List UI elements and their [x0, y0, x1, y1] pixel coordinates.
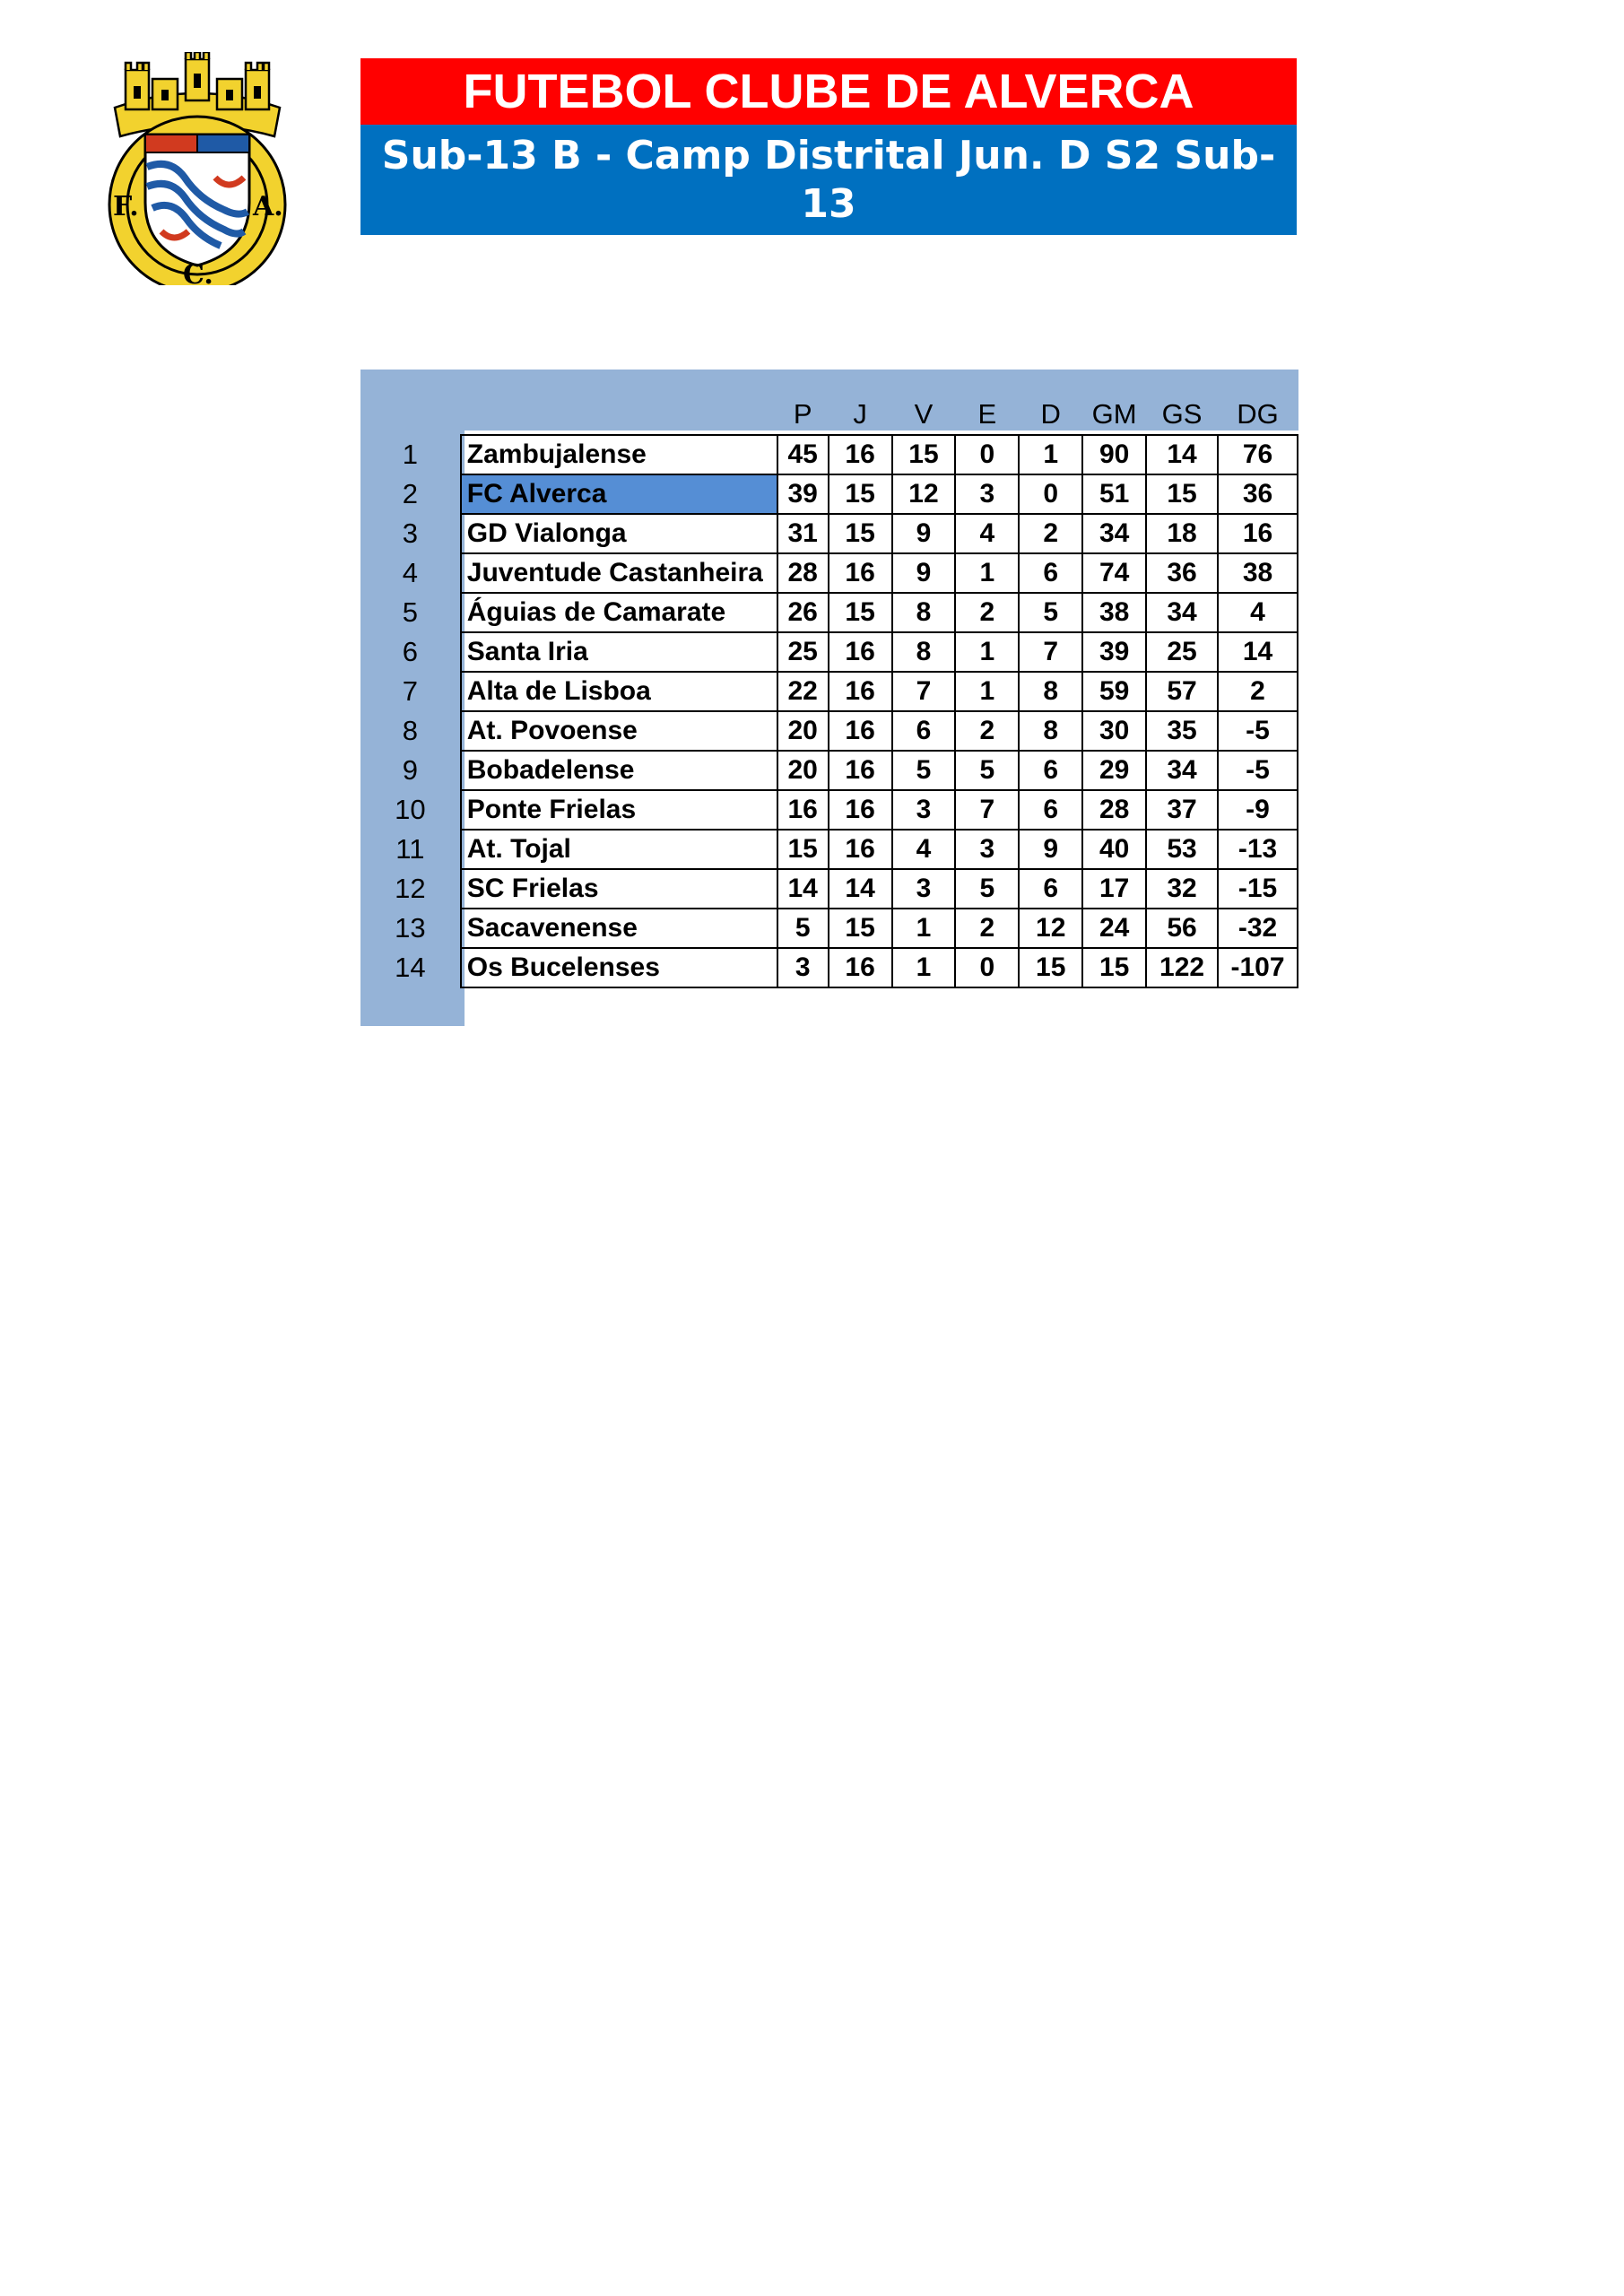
stat-cell-gm: 30	[1082, 711, 1146, 751]
stat-cell-d: 8	[1019, 711, 1082, 751]
stat-cell-j: 15	[829, 593, 892, 632]
table-row	[360, 711, 1298, 751]
rank-cell: 14	[395, 952, 426, 983]
stat-cell-gs: 37	[1146, 790, 1218, 830]
stat-cell-v: 6	[892, 711, 956, 751]
stat-cell-dg: -15	[1218, 869, 1298, 909]
stat-cell-e: 2	[955, 909, 1019, 948]
team-name-cell: Alta de Lisboa	[461, 672, 777, 711]
rank-cell: 8	[402, 715, 418, 746]
team-name-cell: GD Vialonga	[461, 514, 777, 553]
stat-cell-d: 6	[1019, 751, 1082, 790]
column-header: DG	[1237, 398, 1279, 430]
team-name-cell: Juventude Castanheira	[461, 553, 777, 593]
stat-cell-j: 15	[829, 474, 892, 514]
stat-cell-gm: 34	[1082, 514, 1146, 553]
stat-cell-p: 15	[777, 830, 829, 869]
stat-cell-gs: 34	[1146, 751, 1218, 790]
stat-cell-gs: 25	[1146, 632, 1218, 672]
stat-cell-gm: 17	[1082, 869, 1146, 909]
table-row	[360, 790, 1298, 830]
rank-cell: 9	[402, 754, 418, 786]
stat-cell-v: 1	[892, 909, 956, 948]
stat-cell-dg: -5	[1218, 751, 1298, 790]
stat-cell-gs: 35	[1146, 711, 1218, 751]
stat-cell-d: 7	[1019, 632, 1082, 672]
stat-cell-d: 6	[1019, 790, 1082, 830]
table-row	[360, 672, 1298, 711]
stat-cell-gs: 34	[1146, 593, 1218, 632]
team-name-cell: At. Tojal	[461, 830, 777, 869]
stat-cell-dg: -13	[1218, 830, 1298, 869]
stat-cell-gs: 32	[1146, 869, 1218, 909]
stat-cell-v: 15	[892, 435, 956, 474]
column-header-row	[360, 370, 1298, 435]
stat-cell-gm: 51	[1082, 474, 1146, 514]
stat-cell-d: 1	[1019, 435, 1082, 474]
svg-text:F.: F.	[113, 191, 139, 222]
stat-cell-v: 12	[892, 474, 956, 514]
stat-cell-dg: 36	[1218, 474, 1298, 514]
table-row	[360, 514, 1298, 553]
stat-cell-d: 6	[1019, 553, 1082, 593]
stat-cell-gm: 90	[1082, 435, 1146, 474]
svg-text:C.: C.	[183, 259, 213, 285]
stat-cell-dg: 2	[1218, 672, 1298, 711]
stat-cell-dg: -9	[1218, 790, 1298, 830]
stat-cell-gs: 14	[1146, 435, 1218, 474]
team-name-cell: SC Frielas	[461, 869, 777, 909]
stat-cell-v: 9	[892, 514, 956, 553]
stat-cell-v: 4	[892, 830, 956, 869]
stat-cell-d: 15	[1019, 948, 1082, 987]
table-row	[360, 948, 1298, 987]
stat-cell-gm: 40	[1082, 830, 1146, 869]
stat-cell-gm: 39	[1082, 632, 1146, 672]
rank-cell: 1	[402, 439, 418, 470]
table-row	[360, 593, 1298, 632]
stat-cell-j: 14	[829, 869, 892, 909]
column-header: J	[853, 398, 867, 430]
svg-text:A.: A.	[253, 191, 283, 222]
table-row	[360, 869, 1298, 909]
table-row	[360, 909, 1298, 948]
stat-cell-gm: 29	[1082, 751, 1146, 790]
stat-cell-v: 8	[892, 593, 956, 632]
stat-cell-d: 9	[1019, 830, 1082, 869]
stat-cell-j: 16	[829, 711, 892, 751]
stat-cell-gm: 59	[1082, 672, 1146, 711]
table-row	[360, 751, 1298, 790]
rank-cell: 3	[402, 517, 418, 549]
stat-cell-d: 0	[1019, 474, 1082, 514]
stat-cell-gm: 74	[1082, 553, 1146, 593]
stat-cell-d: 6	[1019, 869, 1082, 909]
stat-cell-v: 9	[892, 553, 956, 593]
stat-cell-dg: 76	[1218, 435, 1298, 474]
stat-cell-d: 12	[1019, 909, 1082, 948]
table-row	[360, 553, 1298, 593]
stat-cell-p: 28	[777, 553, 829, 593]
stat-cell-e: 7	[955, 790, 1019, 830]
stat-cell-e: 1	[955, 553, 1019, 593]
stat-cell-j: 16	[829, 751, 892, 790]
stat-cell-gs: 18	[1146, 514, 1218, 553]
stat-cell-j: 16	[829, 435, 892, 474]
stat-cell-gs: 36	[1146, 553, 1218, 593]
table-row	[360, 474, 1298, 514]
stat-cell-p: 5	[777, 909, 829, 948]
stat-cell-j: 16	[829, 553, 892, 593]
stat-cell-e: 2	[955, 711, 1019, 751]
rank-cell: 7	[402, 675, 418, 707]
stat-cell-v: 3	[892, 869, 956, 909]
stat-cell-dg: -5	[1218, 711, 1298, 751]
team-column-header	[461, 370, 777, 435]
stat-cell-e: 5	[955, 751, 1019, 790]
stat-cell-dg: -32	[1218, 909, 1298, 948]
standings-grid	[360, 370, 1298, 988]
stat-cell-j: 16	[829, 790, 892, 830]
team-name-cell: Bobadelense	[461, 751, 777, 790]
stat-cell-p: 31	[777, 514, 829, 553]
team-name-cell: FC Alverca	[461, 474, 777, 514]
stat-cell-v: 5	[892, 751, 956, 790]
stat-cell-gs: 57	[1146, 672, 1218, 711]
team-name-cell: Sacavenense	[461, 909, 777, 948]
stat-cell-p: 16	[777, 790, 829, 830]
stat-cell-dg: 14	[1218, 632, 1298, 672]
rank-cell: 13	[395, 912, 426, 944]
stat-cell-e: 4	[955, 514, 1019, 553]
stat-cell-e: 0	[955, 435, 1019, 474]
stat-cell-p: 22	[777, 672, 829, 711]
stat-cell-e: 1	[955, 672, 1019, 711]
stat-cell-p: 39	[777, 474, 829, 514]
table-row	[360, 830, 1298, 869]
stat-cell-e: 5	[955, 869, 1019, 909]
stat-cell-p: 3	[777, 948, 829, 987]
stat-cell-gs: 56	[1146, 909, 1218, 948]
stat-cell-dg: 16	[1218, 514, 1298, 553]
rank-cell: 4	[402, 557, 418, 588]
stat-cell-e: 3	[955, 830, 1019, 869]
stat-cell-v: 3	[892, 790, 956, 830]
stat-cell-p: 14	[777, 869, 829, 909]
stat-cell-p: 20	[777, 711, 829, 751]
column-header: GM	[1091, 398, 1137, 430]
rank-cell: 2	[402, 478, 418, 509]
stat-cell-dg: -107	[1218, 948, 1298, 987]
stat-cell-j: 16	[829, 948, 892, 987]
stat-cell-d: 8	[1019, 672, 1082, 711]
rank-cell: 12	[395, 873, 426, 904]
stat-cell-j: 15	[829, 514, 892, 553]
stat-cell-e: 2	[955, 593, 1019, 632]
stat-cell-d: 5	[1019, 593, 1082, 632]
stat-cell-p: 26	[777, 593, 829, 632]
stat-cell-p: 45	[777, 435, 829, 474]
stat-cell-p: 25	[777, 632, 829, 672]
stat-cell-gm: 38	[1082, 593, 1146, 632]
stat-cell-v: 8	[892, 632, 956, 672]
team-name-cell: Ponte Frielas	[461, 790, 777, 830]
stat-cell-d: 2	[1019, 514, 1082, 553]
team-name-cell: Zambujalense	[461, 435, 777, 474]
column-header: GS	[1161, 398, 1203, 430]
stat-cell-v: 1	[892, 948, 956, 987]
page-subtitle: Sub-13 B - Camp Distrital Jun. D S2 Sub-13	[360, 125, 1297, 235]
team-name-cell: Santa Iria	[461, 632, 777, 672]
stat-cell-gm: 15	[1082, 948, 1146, 987]
rank-cell: 6	[402, 636, 418, 667]
table-row	[360, 632, 1298, 672]
column-header: P	[793, 398, 812, 430]
fca-club-crest-icon	[99, 52, 296, 285]
column-header: V	[914, 398, 934, 430]
stat-cell-j: 15	[829, 909, 892, 948]
rank-column-header	[360, 370, 461, 435]
stat-cell-j: 16	[829, 672, 892, 711]
team-name-cell: At. Povoense	[461, 711, 777, 751]
stat-cell-gs: 15	[1146, 474, 1218, 514]
stat-cell-gm: 24	[1082, 909, 1146, 948]
team-name-cell: Águias de Camarate	[461, 593, 777, 632]
stat-cell-dg: 4	[1218, 593, 1298, 632]
stat-cell-dg: 38	[1218, 553, 1298, 593]
stat-cell-gs: 122	[1146, 948, 1218, 987]
stat-cell-j: 16	[829, 632, 892, 672]
page-title: FUTEBOL CLUBE DE ALVERCA	[360, 58, 1297, 125]
stat-cell-v: 7	[892, 672, 956, 711]
stat-cell-j: 16	[829, 830, 892, 869]
column-header: E	[977, 398, 997, 430]
table-row	[360, 435, 1298, 474]
stat-cell-gm: 28	[1082, 790, 1146, 830]
stat-cell-e: 1	[955, 632, 1019, 672]
stat-cell-gs: 53	[1146, 830, 1218, 869]
rank-cell: 11	[395, 833, 425, 865]
stat-cell-p: 20	[777, 751, 829, 790]
stat-cell-e: 0	[955, 948, 1019, 987]
team-name-cell: Os Bucelenses	[461, 948, 777, 987]
column-header: D	[1040, 398, 1061, 430]
rank-cell: 5	[402, 596, 418, 628]
stat-cell-e: 3	[955, 474, 1019, 514]
rank-cell: 10	[395, 794, 426, 825]
